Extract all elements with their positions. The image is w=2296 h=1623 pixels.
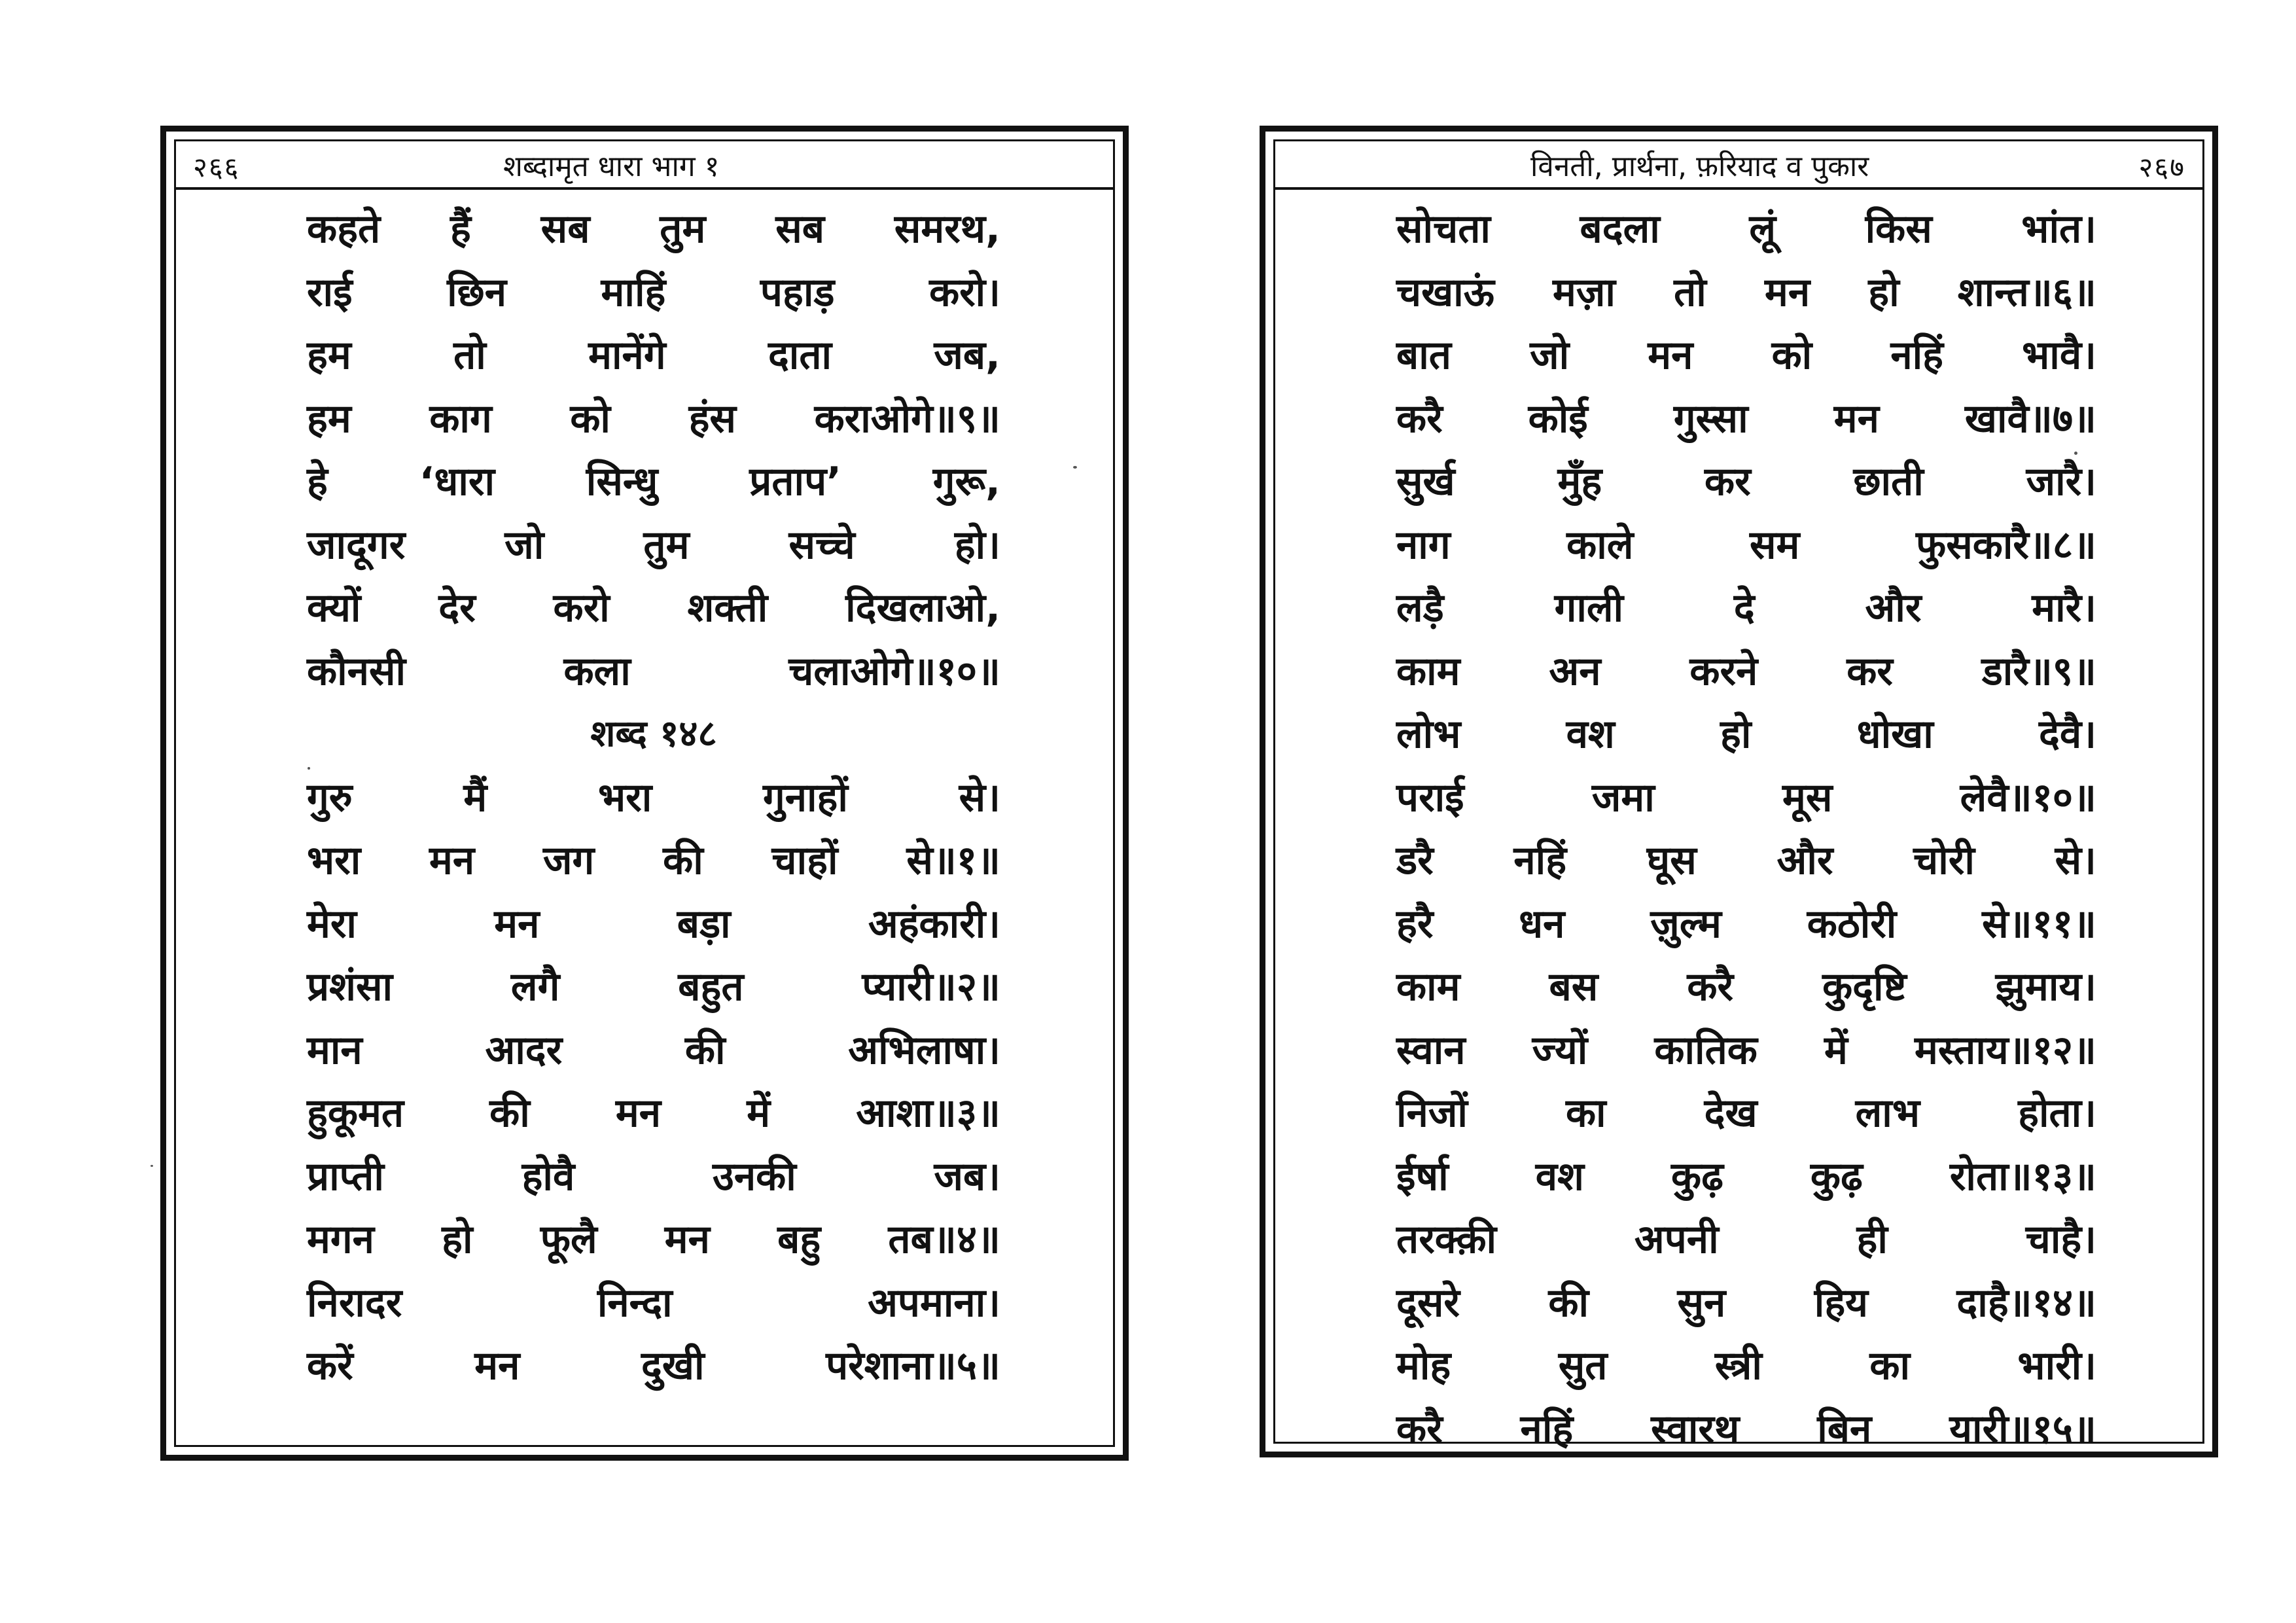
verse-word: हम [307, 395, 351, 442]
verse-word: हरै [1396, 901, 1434, 947]
verse-word: भरा [307, 838, 361, 883]
verse-word: स्वारथ [1651, 1406, 1740, 1452]
verse-word: करने [1689, 648, 1758, 694]
verse-word: तरक्क़ी [1396, 1217, 1497, 1262]
verse-word: नहिं [1890, 332, 1944, 378]
verse-line [307, 450, 1000, 514]
verse-word: करो [553, 585, 610, 631]
verse-line [307, 198, 1000, 261]
verse-word: सोचता [1396, 206, 1491, 252]
verse-word: डारै॥९॥ [1981, 648, 2096, 694]
left-page-number: २६६ [193, 151, 240, 183]
verse-line [307, 1145, 1000, 1209]
verse-line [1396, 198, 2096, 261]
verse-line [307, 1082, 1000, 1145]
verse-word: हे [307, 459, 328, 505]
verse-word: छाती [1853, 459, 1924, 505]
verse-word: निन्दा [597, 1279, 673, 1326]
verse-word: करें [307, 1343, 353, 1389]
verse-word: से। [959, 774, 1000, 821]
verse-word: मूस [1782, 774, 1833, 821]
verse-word: आशा॥३॥ [856, 1090, 1000, 1136]
verse-word: मारै। [2032, 585, 2096, 631]
verse-word: बहु [777, 1217, 821, 1262]
scan-speck [150, 1165, 153, 1167]
verse-word: माहिं [601, 269, 666, 315]
verse-word: तुम [643, 522, 690, 568]
verse-word: गाली [1554, 585, 1624, 631]
verse-word: की [489, 1090, 530, 1136]
verse-word: हुकूमत [307, 1090, 404, 1136]
verse-word: मैं [463, 774, 487, 821]
verse-word: जब, [934, 332, 1000, 378]
verse-word: कुढ़ [1810, 1153, 1863, 1200]
verse-word: फुसकारै॥८॥ [1915, 522, 2096, 568]
verse-word: बहुत [678, 964, 744, 1010]
verse-word: की [663, 838, 703, 883]
verse-word: प्यारी॥२॥ [862, 964, 1000, 1010]
verse-word: का [1869, 1343, 1910, 1389]
verse-word: जो [504, 522, 544, 568]
verse-word: घूस [1646, 838, 1697, 883]
verse-word: मस्ताय॥१२॥ [1914, 1027, 2096, 1073]
verse-line [1396, 703, 2096, 766]
verse-word: नहिं [1520, 1406, 1574, 1452]
verse-word: मन [494, 901, 540, 947]
verse-word: मेरा [307, 901, 357, 947]
verse-line [1396, 1334, 2096, 1398]
verse-word: मानेंगे [588, 332, 666, 378]
verse-word: करै [1687, 964, 1734, 1010]
verse-word: करै [1396, 395, 1443, 442]
verse-word: काले [1566, 522, 1634, 568]
left-page-title: शब्दामृत धारा भाग १ [503, 150, 720, 183]
verse-word: पहाड़ [760, 269, 835, 315]
verse-word: हम [307, 332, 351, 378]
verse-word: को [570, 395, 610, 442]
verse-word: मज़ा [1552, 269, 1616, 315]
verse-line [1396, 514, 2096, 577]
verse-line [307, 577, 1000, 640]
verse-word: मन [664, 1217, 710, 1262]
verse-word: स्वान [1396, 1027, 1466, 1073]
verse-word: यारी॥१५॥ [1949, 1406, 2096, 1452]
verse-word: दे [1733, 585, 1755, 631]
verse-word: कोई [1528, 395, 1588, 442]
verse-line [1396, 893, 2096, 956]
verse-word: ईर्षा [1396, 1153, 1449, 1200]
verse-word: कुढ़ [1670, 1153, 1723, 1200]
verse-line [1396, 577, 2096, 640]
verse-word: को [1771, 332, 1812, 378]
verse-word: तो [1674, 269, 1706, 315]
verse-word: कठोरी [1807, 901, 1897, 947]
verse-word: जादूगर [307, 522, 406, 568]
verse-word: नाग [1396, 522, 1451, 568]
verse-word: जमा [1591, 774, 1655, 821]
verse-line [307, 1334, 1000, 1398]
verse-word: सुर्ख [1396, 459, 1455, 505]
verse-word: देख [1704, 1090, 1757, 1136]
verse-word: निरादर [307, 1279, 402, 1326]
verse-word: गुस्सा [1673, 395, 1748, 442]
verse-word: कौनसी [307, 648, 406, 694]
verse-word: आदर [485, 1027, 563, 1073]
verse-word: की [684, 1027, 726, 1073]
verse-line [307, 514, 1000, 577]
verse-word: कर [1846, 648, 1893, 694]
verse-word: लूं [1749, 206, 1776, 252]
verse-word: हंस [688, 395, 736, 442]
verse-line [307, 1019, 1000, 1082]
right-page-header [1275, 141, 2202, 190]
verse-word: निजों [1396, 1090, 1468, 1136]
verse-word: प्रशंसा [307, 964, 393, 1010]
verse-line [1396, 766, 2096, 830]
verse-word: मान [307, 1027, 362, 1073]
verse-word: तो [453, 332, 486, 378]
verse-word: गुनाहों [762, 774, 848, 821]
verse-line [1396, 1208, 2096, 1272]
verse-word: काम [1396, 964, 1460, 1010]
verse-word: शान्त॥६॥ [1957, 269, 2096, 315]
verse-word: अभिलाषा। [848, 1027, 1000, 1073]
verse-word: प्रताप’ [749, 459, 841, 505]
verse-word: मन [429, 838, 475, 883]
verse-word: बदला [1580, 206, 1660, 252]
verse-word: दिखलाओ, [845, 585, 1000, 631]
verse-line [1396, 829, 2096, 893]
verse-line [1396, 1082, 2096, 1145]
verse-word: लोभ [1396, 711, 1461, 757]
verse-word: काम [1396, 648, 1460, 694]
verse-line [307, 955, 1000, 1019]
verse-line [307, 893, 1000, 956]
verse-word: से॥११॥ [1982, 901, 2096, 947]
verse-word: क्यों [307, 585, 361, 631]
verse-word: मन [615, 1090, 662, 1136]
verse-word: से॥१॥ [906, 838, 1000, 883]
right-page-number: २६७ [2138, 151, 2185, 183]
right-page-frame [1273, 139, 2204, 1452]
verse-word: सुत [1558, 1343, 1608, 1389]
scan-speck [308, 767, 310, 770]
verse-word: अपनी [1634, 1217, 1719, 1262]
verse-line [307, 829, 1000, 893]
verse-word: झुमाय। [1995, 964, 2096, 1010]
verse-word: कर [1704, 459, 1751, 505]
verse-word: देर [438, 585, 476, 631]
verse-word: तब॥४॥ [888, 1217, 1000, 1262]
verse-word: धन [1519, 901, 1565, 947]
verse-line [1396, 387, 2096, 451]
verse-word: उनकी [712, 1153, 796, 1200]
verse-word: लाभ [1855, 1090, 1920, 1136]
verse-line [307, 1272, 1000, 1335]
verse-word: कातिक [1654, 1027, 1757, 1073]
verse-word: बस [1549, 964, 1598, 1010]
verse-word: तुम [660, 206, 706, 252]
verse-line [1396, 1145, 2096, 1209]
verse-word: वश [1535, 1153, 1584, 1200]
verse-word: मोह [1396, 1343, 1451, 1389]
verse-word: चखाऊं [1396, 269, 1494, 315]
verse-word: फूलै [540, 1217, 597, 1262]
verse-word: भांत। [2021, 206, 2096, 252]
verse-word: सिन्धु [586, 459, 658, 505]
verse-word: कला [563, 648, 631, 694]
verse-word: सुन [1677, 1279, 1726, 1326]
verse-line [1396, 1019, 2096, 1082]
verse-line [1396, 324, 2096, 387]
verse-word: कहते [307, 206, 381, 252]
verse-word: जारै। [2026, 459, 2096, 505]
verse-line [1396, 450, 2096, 514]
verse-word: देवै। [2038, 711, 2096, 757]
verse-word: नहिं [1513, 838, 1567, 883]
scan-speck [2074, 452, 2077, 455]
verse-word: कराओगे॥९॥ [814, 395, 1000, 442]
verse-word: हैं [450, 206, 471, 252]
verse-word: बात [1396, 332, 1451, 378]
verse-word: पराई [1396, 774, 1464, 821]
scan-speck [1073, 466, 1077, 469]
verse-line [307, 1208, 1000, 1272]
verse-word: राई [307, 269, 353, 315]
verse-word: ही [1856, 1217, 1888, 1262]
verse-word: सब [775, 206, 825, 252]
verse-word: प्राप्ती [307, 1153, 384, 1200]
verse-word: चाहों [771, 838, 838, 883]
left-page-header [176, 141, 1113, 190]
verse-word: जग [543, 838, 595, 883]
right-page-title: विनती, प्रार्थना, फ़रियाद व पुकार [1530, 150, 1869, 183]
right-page [1260, 126, 2218, 1457]
verse-word: चोरी [1913, 838, 1975, 883]
verse-word: ज़ुल्म [1650, 901, 1722, 947]
verse-word: हो। [954, 522, 1000, 568]
verse-word: में [1824, 1027, 1848, 1073]
verse-line [1396, 955, 2096, 1019]
verse-line [307, 640, 1000, 704]
verse-word: ज्यों [1532, 1027, 1588, 1073]
verse-word: लेवै॥१०॥ [1960, 774, 2096, 821]
verse-word: खावै॥७॥ [1964, 395, 2096, 442]
verse-word: और [1865, 585, 1922, 631]
shabd-heading: शब्द १४८ [590, 713, 717, 755]
verse-word: हो [1868, 269, 1899, 315]
verse-word: दाहै॥१४॥ [1956, 1279, 2096, 1326]
verse-word: होता। [2018, 1090, 2096, 1136]
left-page-frame [174, 139, 1115, 1447]
verse-word: सब [540, 206, 590, 252]
verse-word: हो [1720, 711, 1752, 757]
verse-word: अन [1549, 648, 1601, 694]
verse-word: लड़ै [1396, 585, 1444, 631]
verse-word: मन [1833, 395, 1879, 442]
verse-word: में [747, 1090, 771, 1136]
verse-word: गुरु [307, 774, 353, 821]
verse-word: भरा [597, 774, 652, 821]
verse-word: मन [474, 1343, 520, 1389]
left-page [160, 126, 1129, 1461]
verse-line [1396, 1272, 2096, 1335]
verse-word: स्त्री [1714, 1343, 1762, 1389]
verse-word: से। [2055, 838, 2096, 883]
verse-word: भावै। [2022, 332, 2096, 378]
verse-word: किस [1865, 206, 1932, 252]
verse-word: अपमाना। [868, 1279, 1000, 1326]
verse-word: गुरू, [932, 459, 1000, 505]
verse-word: मन [1648, 332, 1693, 378]
verse-word: का [1565, 1090, 1606, 1136]
verse-word: हिय [1814, 1279, 1868, 1326]
verse-word: होवै [521, 1153, 575, 1200]
verse-word: सच्चे [788, 522, 855, 568]
verse-line [1396, 640, 2096, 704]
verse-word: चाहै। [2025, 1217, 2096, 1262]
verse-word: छिन [447, 269, 506, 315]
verse-word: भारी। [2017, 1343, 2096, 1389]
verse-word: लगै [510, 964, 560, 1010]
verse-word: काग [429, 395, 492, 442]
verse-line [307, 387, 1000, 451]
verse-word: दुखी [641, 1343, 705, 1389]
verse-word: करो। [929, 269, 1000, 315]
verse-line [307, 261, 1000, 325]
verse-word: मन [1764, 269, 1810, 315]
verse-word: मगन [307, 1217, 374, 1262]
verse-word: दूसरे [1396, 1279, 1460, 1326]
verse-word: दाता [768, 332, 832, 378]
verse-word: परेशाना॥५॥ [826, 1343, 1000, 1389]
verse-word: समरथ, [894, 206, 1000, 252]
verse-word: जब। [934, 1153, 1000, 1200]
verse-word: अहंकारी। [868, 901, 1000, 947]
verse-word: की [1548, 1279, 1589, 1326]
verse-word: बिन [1817, 1406, 1872, 1452]
verse-word: चलाओगे॥१०॥ [788, 648, 1000, 694]
verse-word: डरै [1396, 838, 1434, 883]
verse-line [307, 766, 1000, 830]
verse-word: ‘धारा [419, 459, 495, 505]
verse-word: बड़ा [677, 901, 731, 947]
verse-line [1396, 261, 2096, 325]
verse-word: कुदृष्टि [1822, 964, 1907, 1010]
verse-word: सम [1749, 522, 1800, 568]
verse-word: हो [442, 1217, 473, 1262]
verse-word: करै [1396, 1406, 1443, 1452]
verse-word: शक्ती [687, 585, 768, 631]
verse-line [307, 324, 1000, 387]
right-verses [1396, 198, 2096, 1461]
verse-word: जो [1530, 332, 1570, 378]
verse-word: और [1776, 838, 1833, 883]
verse-word: मुँह [1557, 459, 1602, 505]
verse-line [1396, 1398, 2096, 1461]
verse-word: वश [1566, 711, 1615, 757]
left-verses [307, 198, 1000, 1398]
verse-word: धोखा [1856, 711, 1934, 757]
verse-word: रोता॥१३॥ [1949, 1153, 2096, 1200]
